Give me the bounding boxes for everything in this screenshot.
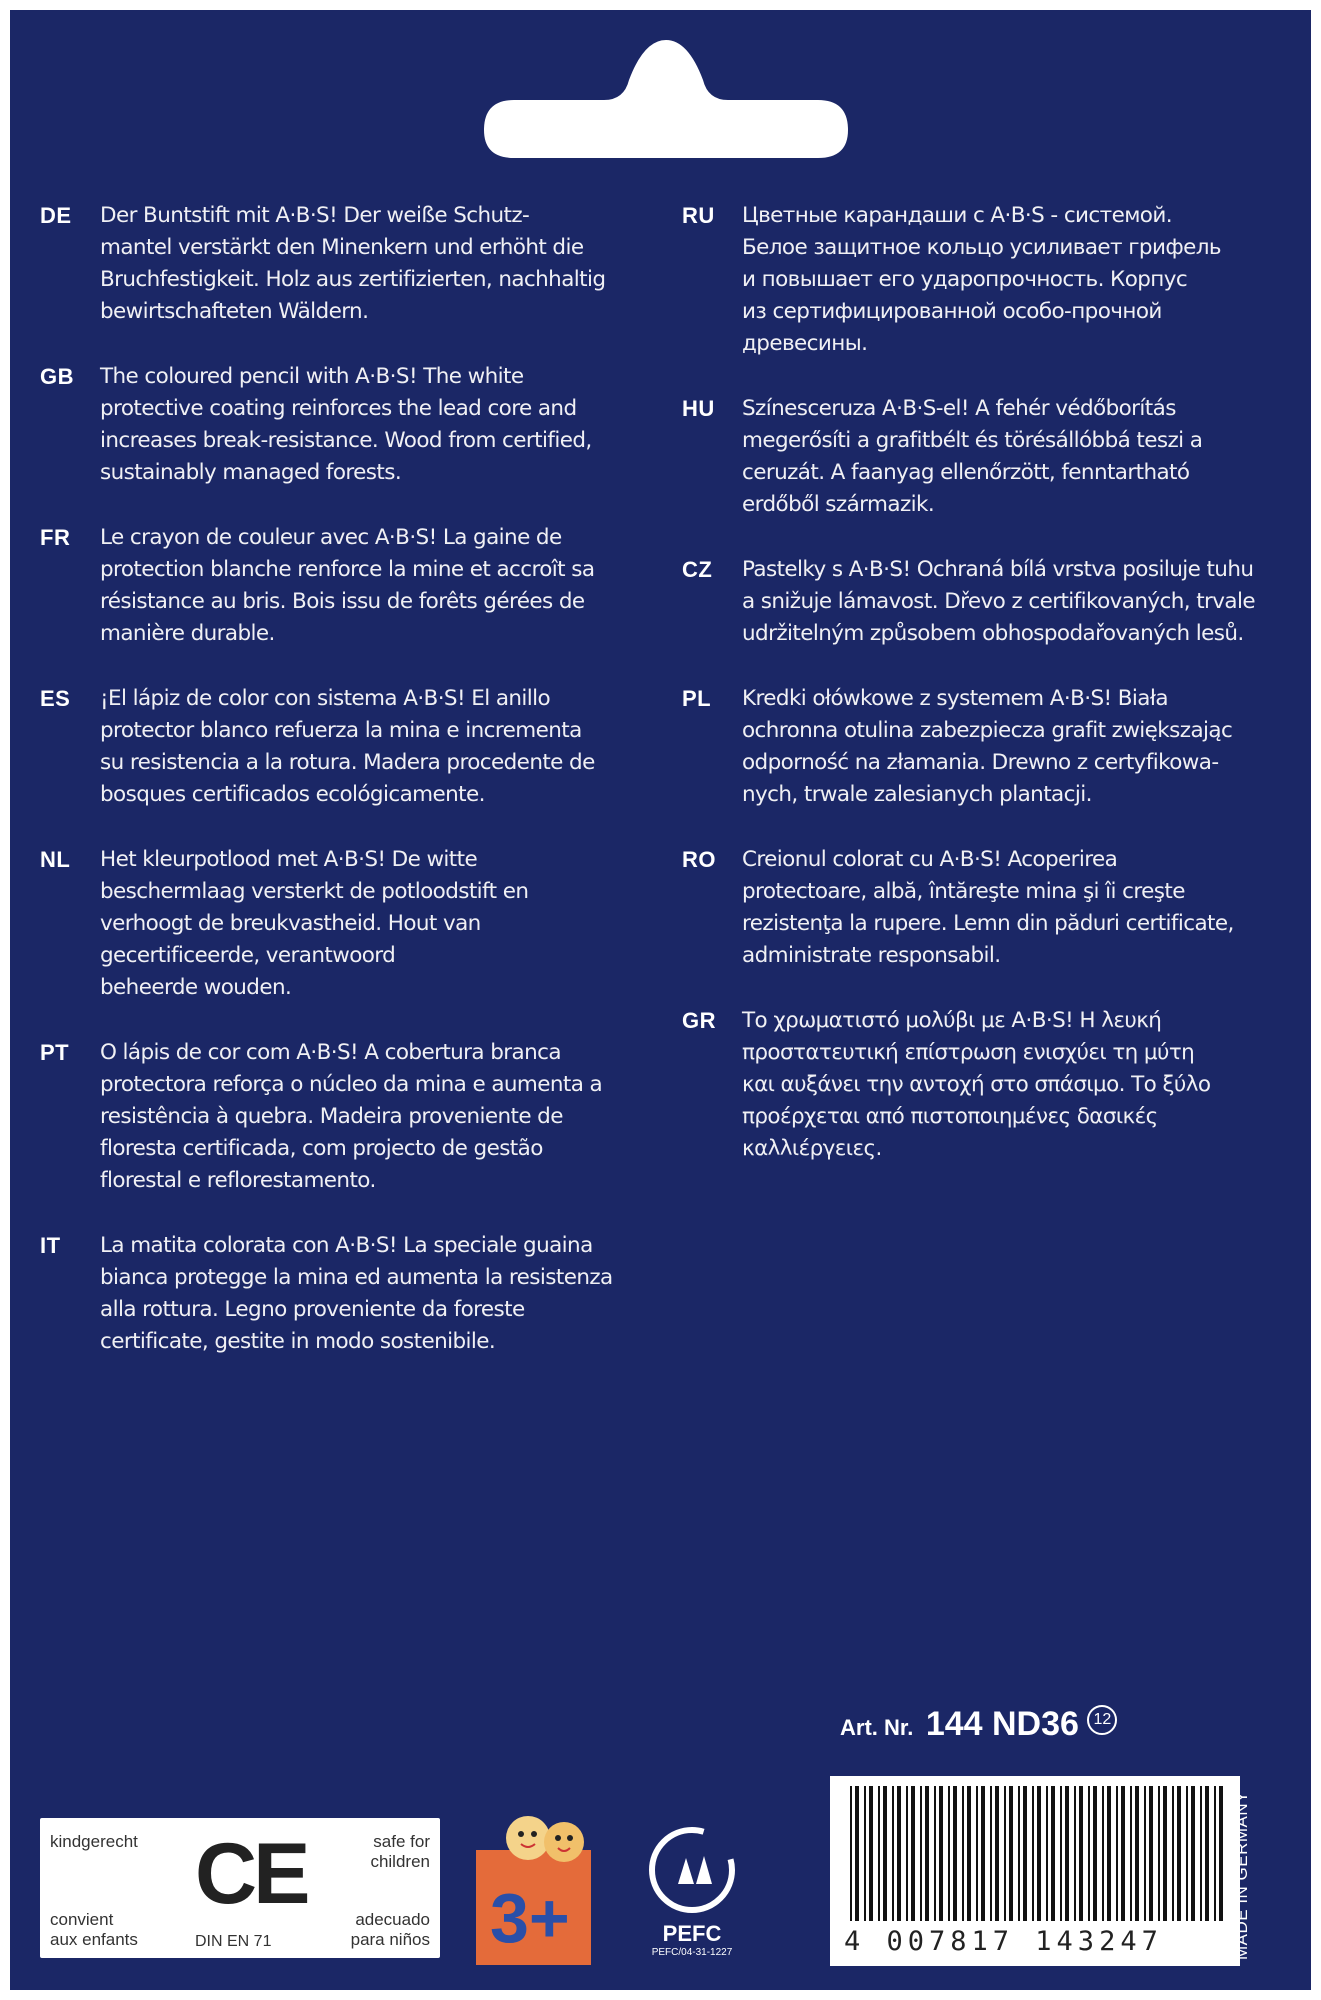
age-3plus-logo bbox=[476, 1800, 601, 1970]
barcode-bar bbox=[1172, 1786, 1174, 1921]
hang-hole-cutout bbox=[484, 40, 848, 158]
barcode-bar bbox=[995, 1786, 999, 1921]
language-block-es bbox=[40, 683, 660, 811]
barcode-bar bbox=[1093, 1786, 1097, 1921]
barcode-bar bbox=[897, 1786, 901, 1921]
pefc-logo bbox=[642, 1820, 742, 1970]
barcode-bar bbox=[925, 1786, 929, 1921]
language-text: Pastelky s A·B·S! Ochraná bílá vrstva posiluje tuhu a snižuje lámavost. Dřevo z certifikovaných, trvale udržitelným způsobem obhospodařovaných lesů. bbox=[742, 557, 1255, 646]
barcode-bar bbox=[1023, 1786, 1027, 1921]
language-code: PT bbox=[40, 1040, 70, 1065]
barcode-bar bbox=[939, 1786, 943, 1921]
barcode-bar bbox=[1088, 1786, 1090, 1921]
barcode-bar bbox=[1144, 1786, 1146, 1921]
right-text-column bbox=[682, 200, 1282, 1198]
barcode-bar bbox=[1130, 1786, 1132, 1921]
article-value: 144 ND36 bbox=[925, 1705, 1079, 1743]
din-text: DIN EN 71 bbox=[195, 1933, 272, 1950]
barcode-bar bbox=[1191, 1786, 1195, 1921]
barcode-bar bbox=[1018, 1786, 1020, 1921]
barcode-bar bbox=[1186, 1786, 1188, 1921]
language-text: Цветные карандаши с A·B·S - системой. Белое защитное кольцо усиливает грифель и повышает его ударопрочность. Корпус из сертифицированной особо-прочной древесины. bbox=[742, 203, 1221, 356]
barcode-bar bbox=[1135, 1786, 1139, 1921]
adecuado-text: adecuado para niños bbox=[350, 1910, 430, 1949]
language-block-pt bbox=[40, 1037, 660, 1197]
barcode-bar bbox=[1032, 1786, 1034, 1921]
language-code: HU bbox=[682, 396, 715, 421]
package-back bbox=[10, 10, 1311, 1990]
barcode-bar bbox=[1200, 1786, 1202, 1921]
pefc-code: PEFC/04-31-1227 bbox=[651, 1947, 733, 1958]
language-code: DE bbox=[40, 203, 72, 228]
barcode-bar bbox=[892, 1786, 894, 1921]
language-text: La matita colorata con A·B·S! La speciale guaina bianca protegge la mina ed aumenta la resistenza alla rottura. Legno proveniente da foreste certificate, gestite in modo sostenibile. bbox=[100, 1233, 613, 1354]
barcode-bar bbox=[976, 1786, 978, 1921]
language-block-nl bbox=[40, 844, 660, 1004]
barcode-bar bbox=[1004, 1786, 1006, 1921]
barcode-bar bbox=[934, 1786, 936, 1921]
barcode-bar bbox=[1051, 1786, 1055, 1921]
barcode-bar bbox=[962, 1786, 964, 1921]
language-block-gb bbox=[40, 361, 660, 489]
barcode bbox=[830, 1776, 1240, 1966]
language-block-fr bbox=[40, 522, 660, 650]
language-block-it bbox=[40, 1230, 660, 1358]
safe-for-children-text: safe for children bbox=[370, 1832, 430, 1871]
made-in-germany: MADE IN GERMANY bbox=[1232, 1790, 1251, 1960]
ce-mark-icon: CE bbox=[195, 1826, 307, 1922]
barcode-bar bbox=[1177, 1786, 1181, 1921]
barcode-bar bbox=[864, 1786, 866, 1921]
language-text: The coloured pencil with A·B·S! The white protective coating reinforces the lead core and increases break-resistance. Wood from certified, sustainably managed forests. bbox=[100, 364, 592, 485]
language-text: Le crayon de couleur avec A·B·S! La gaine de protection blanche renforce la mine et accroît sa résistance au bris. Bois issu de forêts gérées de manière durable. bbox=[100, 525, 595, 646]
barcode-bar bbox=[1214, 1786, 1216, 1921]
age-logo-text: 3+ bbox=[490, 1879, 570, 1957]
language-text: Der Buntstift mit A·B·S! Der weiße Schutz- mantel verstärkt den Minenkern und erhöht die Bruchfestigkeit. Holz aus zertifizierten, nachhaltig bewirtschafteten Wäldern. bbox=[100, 203, 606, 324]
language-code: ES bbox=[40, 686, 71, 711]
language-code: FR bbox=[40, 525, 71, 550]
language-text: ¡El lápiz de color con sistema A·B·S! El anillo protector blanco refuerza la mina e incrementa su resistencia a la rotura. Madera procedente de bosques certificados ecológicamente. bbox=[100, 686, 595, 807]
barcode-bar bbox=[1116, 1786, 1118, 1921]
language-code: RO bbox=[682, 847, 716, 872]
barcode-bar bbox=[1065, 1786, 1069, 1921]
barcode-bar bbox=[906, 1786, 908, 1921]
language-code: PL bbox=[682, 686, 712, 711]
barcode-digits: 4 007817 143247 bbox=[844, 1926, 1163, 1957]
language-block-hu bbox=[682, 393, 1282, 521]
safety-label bbox=[40, 1818, 440, 1958]
pefc-name: PEFC bbox=[662, 1921, 722, 1946]
left-text-column bbox=[40, 200, 660, 1391]
language-code: RU bbox=[682, 203, 715, 228]
barcode-bars bbox=[830, 1776, 1240, 1926]
language-text: Het kleurpotlood met A·B·S! De witte beschermlaag versterkt de potloodstift en verhoogt de breukvastheid. Hout van gecertificeerde, verantwoord beheerde wouden. bbox=[100, 847, 529, 1000]
barcode-bar bbox=[1158, 1786, 1160, 1921]
barcode-bar bbox=[1009, 1786, 1013, 1921]
barcode-bar bbox=[1060, 1786, 1062, 1921]
barcode-bar bbox=[1074, 1786, 1076, 1921]
language-block-de bbox=[40, 200, 660, 328]
language-block-pl bbox=[682, 683, 1282, 811]
article-number bbox=[840, 1705, 1117, 1744]
barcode-bar bbox=[911, 1786, 915, 1921]
barcode-bar bbox=[967, 1786, 971, 1921]
barcode-bar bbox=[1205, 1786, 1209, 1921]
language-code: GB bbox=[40, 364, 74, 389]
barcode-bar bbox=[1037, 1786, 1041, 1921]
language-block-cz bbox=[682, 554, 1282, 650]
barcode-bar bbox=[1149, 1786, 1153, 1921]
barcode-bar bbox=[869, 1786, 873, 1921]
barcode-bar bbox=[1079, 1786, 1083, 1921]
language-block-ro bbox=[682, 844, 1282, 972]
convient-text: convient aux enfants bbox=[50, 1910, 138, 1949]
language-text: Színesceruza A·B·S-el! A fehér védőborítás megerősíti a grafitbélt és törésállóbbá teszi a ceruzát. A faanyag ellenőrzött, fenntartható erdőből származik. bbox=[742, 396, 1203, 517]
barcode-bar bbox=[850, 1786, 852, 1921]
barcode-bar bbox=[1102, 1786, 1104, 1921]
barcode-bar bbox=[981, 1786, 985, 1921]
language-code: NL bbox=[40, 847, 71, 872]
language-block-ru bbox=[682, 200, 1282, 360]
barcode-bar bbox=[855, 1786, 859, 1921]
barcode-bar bbox=[1107, 1786, 1111, 1921]
language-code: GR bbox=[682, 1008, 716, 1033]
barcode-bar bbox=[878, 1786, 880, 1921]
language-text: O lápis de cor com A·B·S! A cobertura branca protectora reforça o núcleo da mina e aumenta a resistência à quebra. Madeira proveniente de floresta certificada, com projecto de gestão florestal e reflorestamento. bbox=[100, 1040, 603, 1193]
barcode-bar bbox=[948, 1786, 950, 1921]
barcode-bar bbox=[1219, 1786, 1223, 1921]
barcode-bar bbox=[883, 1786, 887, 1921]
barcode-bar bbox=[1121, 1786, 1125, 1921]
count-badge: 12 bbox=[1087, 1705, 1117, 1735]
language-code: CZ bbox=[682, 557, 713, 582]
language-code: IT bbox=[40, 1233, 61, 1258]
article-label: Art. Nr. bbox=[840, 1715, 914, 1740]
language-text: Το χρωματιστό μολύβι με A·B·S! Η λευκή προστατευτική επίστρωση ενισχύει τη μύτη και αυξάνει την αντοχή στο σπάσιμο. Το ξύλο προέρχεται από πιστοποιημένες δασικές καλλιέργειες. bbox=[742, 1008, 1211, 1161]
kindgerecht-text: kindgerecht bbox=[50, 1832, 138, 1851]
pefc-recycle-icon bbox=[642, 1820, 742, 1920]
barcode-bar bbox=[1046, 1786, 1048, 1921]
language-text: Kredki ołówkowe z systemem A·B·S! Biała ochronna otulina zabezpiecza grafit zwiększając odporność na złamania. Drewno z certyfikowa- nych, trwale zalesianych plantacji. bbox=[742, 686, 1233, 807]
barcode-bar bbox=[1163, 1786, 1167, 1921]
language-block-gr bbox=[682, 1005, 1282, 1165]
barcode-bar bbox=[920, 1786, 922, 1921]
barcode-bar bbox=[953, 1786, 957, 1921]
language-text: Creionul colorat cu A·B·S! Acoperirea protectoare, albă, întăreşte mina şi îi creşte rezistenţa la rupere. Lemn din păduri certificate, administrate responsabil. bbox=[742, 847, 1234, 968]
barcode-bar bbox=[990, 1786, 992, 1921]
